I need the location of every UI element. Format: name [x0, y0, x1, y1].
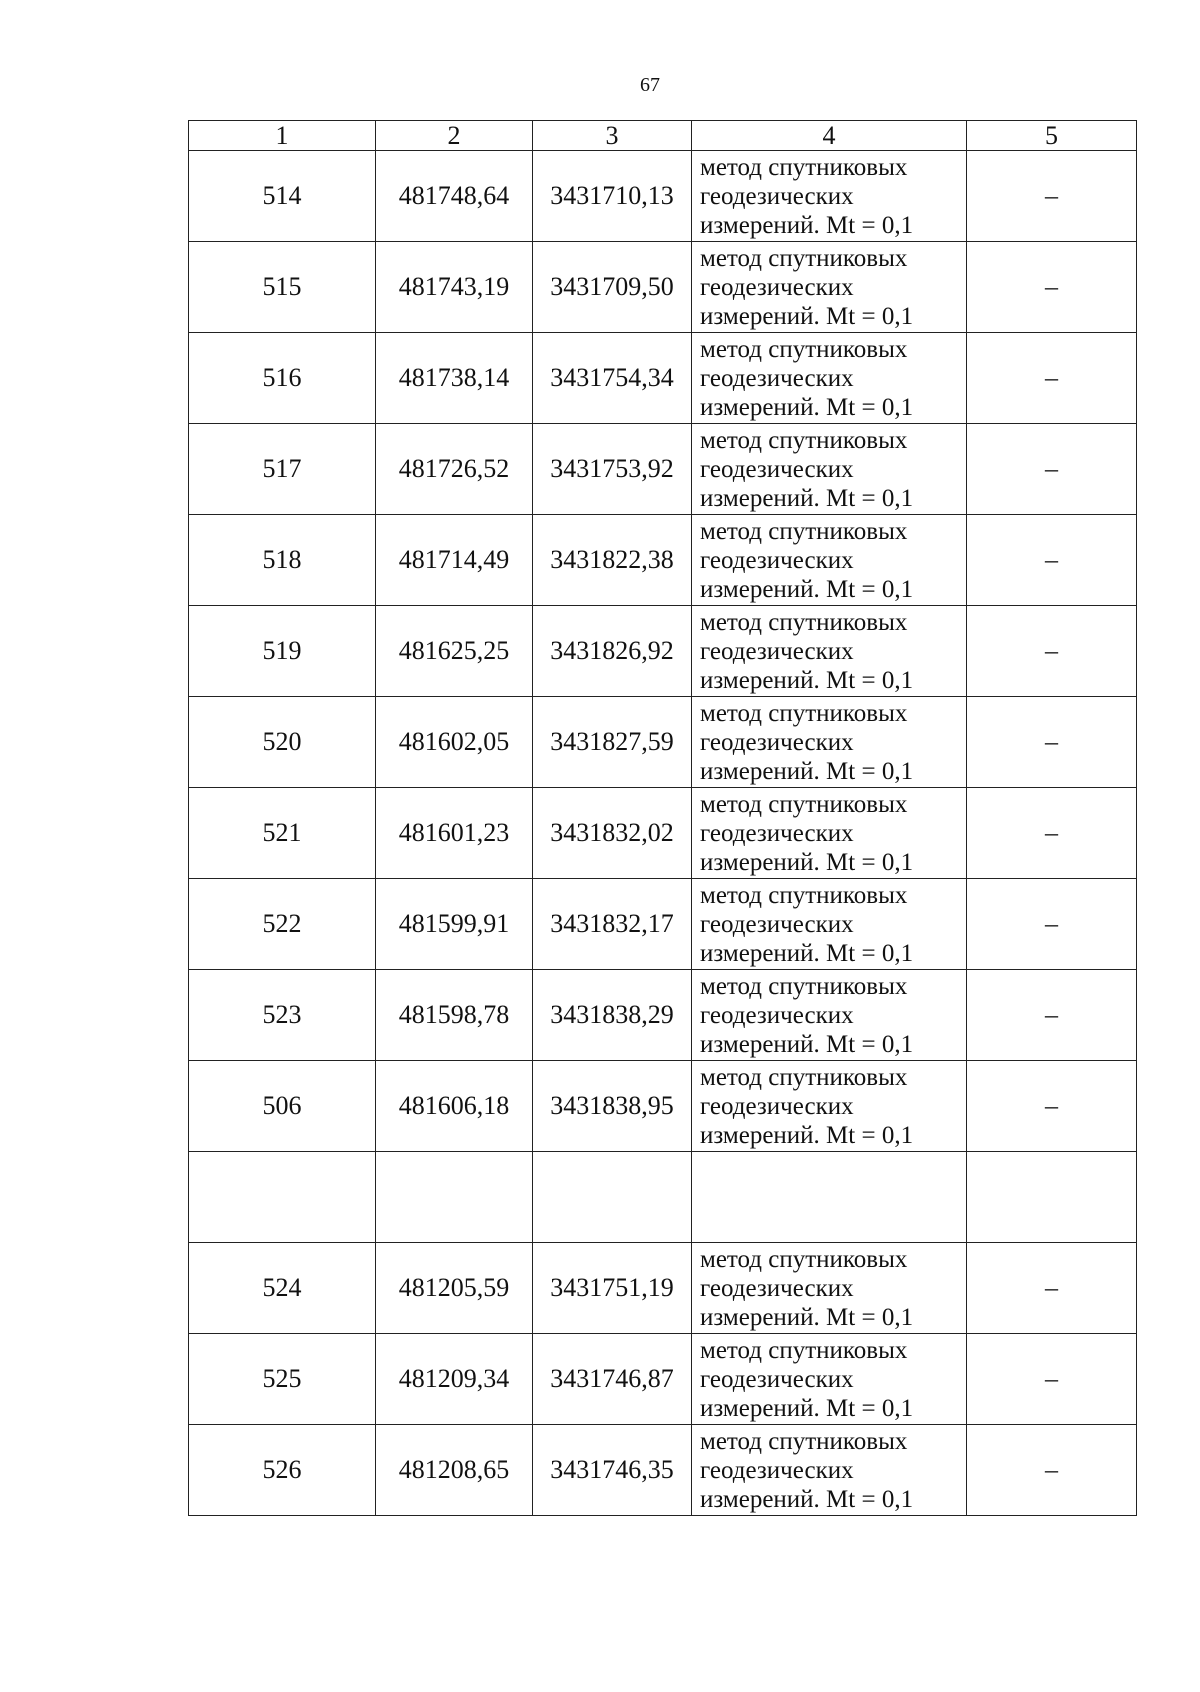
table-row — [189, 1152, 1137, 1243]
point-number-cell: 519 — [189, 606, 376, 697]
method-line: геодезических — [700, 364, 854, 392]
method-cell — [692, 788, 967, 879]
x-coordinate-cell: 481726,52 — [376, 424, 533, 515]
method-cell — [692, 697, 967, 788]
method-line: геодезических — [700, 1092, 854, 1120]
method-cell — [692, 424, 967, 515]
note-cell: – — [967, 424, 1137, 515]
y-coordinate-cell: 3431827,59 — [533, 697, 692, 788]
x-coordinate-cell: 481714,49 — [376, 515, 533, 606]
y-coordinate-cell: 3431832,02 — [533, 788, 692, 879]
method-cell — [692, 151, 967, 242]
table-row — [189, 697, 1137, 788]
table-row — [189, 606, 1137, 697]
method-cell — [692, 1152, 967, 1243]
x-coordinate-cell: 481602,05 — [376, 697, 533, 788]
note-cell: – — [967, 1425, 1137, 1516]
method-line: измерений. Mt = 0,1 — [700, 302, 914, 330]
method-line: измерений. Mt = 0,1 — [700, 848, 914, 876]
table-row — [189, 1061, 1137, 1152]
method-cell — [692, 606, 967, 697]
y-coordinate-cell: 3431754,34 — [533, 333, 692, 424]
point-number-cell: 520 — [189, 697, 376, 788]
method-line: измерений. Mt = 0,1 — [700, 1121, 914, 1149]
y-coordinate-cell: 3431822,38 — [533, 515, 692, 606]
point-number-cell: 524 — [189, 1243, 376, 1334]
method-line: метод спутниковых — [700, 426, 908, 454]
x-coordinate-cell: 481209,34 — [376, 1334, 533, 1425]
method-line: геодезических — [700, 910, 854, 938]
x-coordinate-cell: 481738,14 — [376, 333, 533, 424]
table-row — [189, 879, 1137, 970]
y-coordinate-cell: 3431838,95 — [533, 1061, 692, 1152]
table-row — [189, 788, 1137, 879]
method-line: метод спутниковых — [700, 244, 908, 272]
method-cell — [692, 1061, 967, 1152]
method-line: измерений. Mt = 0,1 — [700, 1485, 914, 1513]
x-coordinate-cell: 481606,18 — [376, 1061, 533, 1152]
method-line: метод спутниковых — [700, 699, 908, 727]
x-coordinate-cell: 481748,64 — [376, 151, 533, 242]
table-row — [189, 1243, 1137, 1334]
note-cell: – — [967, 515, 1137, 606]
method-cell — [692, 1334, 967, 1425]
method-line: геодезических — [700, 1456, 854, 1484]
header-col-4: 4 — [692, 121, 967, 151]
table-header — [189, 121, 1137, 151]
note-cell: – — [967, 606, 1137, 697]
note-cell: – — [967, 151, 1137, 242]
method-line: геодезических — [700, 728, 854, 756]
method-line: геодезических — [700, 455, 854, 483]
header-row — [189, 121, 1137, 151]
method-line: метод спутниковых — [700, 608, 908, 636]
method-line: метод спутниковых — [700, 1427, 908, 1455]
method-line: метод спутниковых — [700, 972, 908, 1000]
y-coordinate-cell: 3431746,35 — [533, 1425, 692, 1516]
y-coordinate-cell — [533, 1152, 692, 1243]
method-cell — [692, 333, 967, 424]
method-cell — [692, 879, 967, 970]
method-line: геодезических — [700, 182, 854, 210]
note-cell: – — [967, 242, 1137, 333]
method-line: метод спутниковых — [700, 335, 908, 363]
method-line: геодезических — [700, 637, 854, 665]
x-coordinate-cell: 481205,59 — [376, 1243, 533, 1334]
table-row — [189, 151, 1137, 242]
method-line: метод спутниковых — [700, 790, 908, 818]
method-line: измерений. Mt = 0,1 — [700, 939, 914, 967]
table-body — [189, 151, 1137, 1516]
y-coordinate-cell: 3431753,92 — [533, 424, 692, 515]
note-cell: – — [967, 788, 1137, 879]
method-line: измерений. Mt = 0,1 — [700, 393, 914, 421]
y-coordinate-cell: 3431751,19 — [533, 1243, 692, 1334]
header-col-1: 1 — [189, 121, 376, 151]
header-col-5: 5 — [967, 121, 1137, 151]
point-number-cell: 514 — [189, 151, 376, 242]
x-coordinate-cell: 481598,78 — [376, 970, 533, 1061]
method-line: геодезических — [700, 1365, 854, 1393]
method-line: метод спутниковых — [700, 517, 908, 545]
method-line: метод спутниковых — [700, 1063, 908, 1091]
method-line: метод спутниковых — [700, 1336, 908, 1364]
x-coordinate-cell: 481601,23 — [376, 788, 533, 879]
method-cell — [692, 515, 967, 606]
x-coordinate-cell — [376, 1152, 533, 1243]
point-number-cell: 526 — [189, 1425, 376, 1516]
method-line: метод спутниковых — [700, 1245, 908, 1273]
table-row — [189, 515, 1137, 606]
method-cell — [692, 1243, 967, 1334]
point-number-cell: 525 — [189, 1334, 376, 1425]
x-coordinate-cell: 481625,25 — [376, 606, 533, 697]
note-cell: – — [967, 697, 1137, 788]
note-cell: – — [967, 1061, 1137, 1152]
point-number-cell: 518 — [189, 515, 376, 606]
point-number-cell: 522 — [189, 879, 376, 970]
table-row — [189, 970, 1137, 1061]
note-cell — [967, 1152, 1137, 1243]
y-coordinate-cell: 3431826,92 — [533, 606, 692, 697]
page-number: 67 — [640, 74, 660, 96]
note-cell: – — [967, 970, 1137, 1061]
point-number-cell: 523 — [189, 970, 376, 1061]
method-line: геодезических — [700, 1001, 854, 1029]
table-row — [189, 424, 1137, 515]
x-coordinate-cell: 481599,91 — [376, 879, 533, 970]
method-cell — [692, 242, 967, 333]
note-cell: – — [967, 333, 1137, 424]
method-line: измерений. Mt = 0,1 — [700, 666, 914, 694]
method-line: измерений. Mt = 0,1 — [700, 1394, 914, 1422]
y-coordinate-cell: 3431710,13 — [533, 151, 692, 242]
method-cell — [692, 970, 967, 1061]
method-line: измерений. Mt = 0,1 — [700, 757, 914, 785]
method-line: геодезических — [700, 546, 854, 574]
point-number-cell: 521 — [189, 788, 376, 879]
method-line: измерений. Mt = 0,1 — [700, 484, 914, 512]
method-line: метод спутниковых — [700, 881, 908, 909]
method-line: геодезических — [700, 819, 854, 847]
x-coordinate-cell: 481743,19 — [376, 242, 533, 333]
method-line: измерений. Mt = 0,1 — [700, 211, 914, 239]
method-line: измерений. Mt = 0,1 — [700, 1303, 914, 1331]
note-cell: – — [967, 1243, 1137, 1334]
table-row — [189, 242, 1137, 333]
method-line: измерений. Mt = 0,1 — [700, 1030, 914, 1058]
y-coordinate-cell: 3431832,17 — [533, 879, 692, 970]
note-cell: – — [967, 879, 1137, 970]
table-row — [189, 1425, 1137, 1516]
method-line: метод спутниковых — [700, 153, 908, 181]
method-line: геодезических — [700, 1274, 854, 1302]
point-number-cell: 515 — [189, 242, 376, 333]
header-col-2: 2 — [376, 121, 533, 151]
table-row — [189, 1334, 1137, 1425]
y-coordinate-cell: 3431746,87 — [533, 1334, 692, 1425]
point-number-cell — [189, 1152, 376, 1243]
point-number-cell: 516 — [189, 333, 376, 424]
y-coordinate-cell: 3431838,29 — [533, 970, 692, 1061]
method-cell — [692, 1425, 967, 1516]
note-cell: – — [967, 1334, 1137, 1425]
method-line: геодезических — [700, 273, 854, 301]
method-line: измерений. Mt = 0,1 — [700, 575, 914, 603]
point-number-cell: 506 — [189, 1061, 376, 1152]
y-coordinate-cell: 3431709,50 — [533, 242, 692, 333]
x-coordinate-cell: 481208,65 — [376, 1425, 533, 1516]
coordinates-table — [188, 120, 1137, 1516]
point-number-cell: 517 — [189, 424, 376, 515]
table-row — [189, 333, 1137, 424]
header-col-3: 3 — [533, 121, 692, 151]
